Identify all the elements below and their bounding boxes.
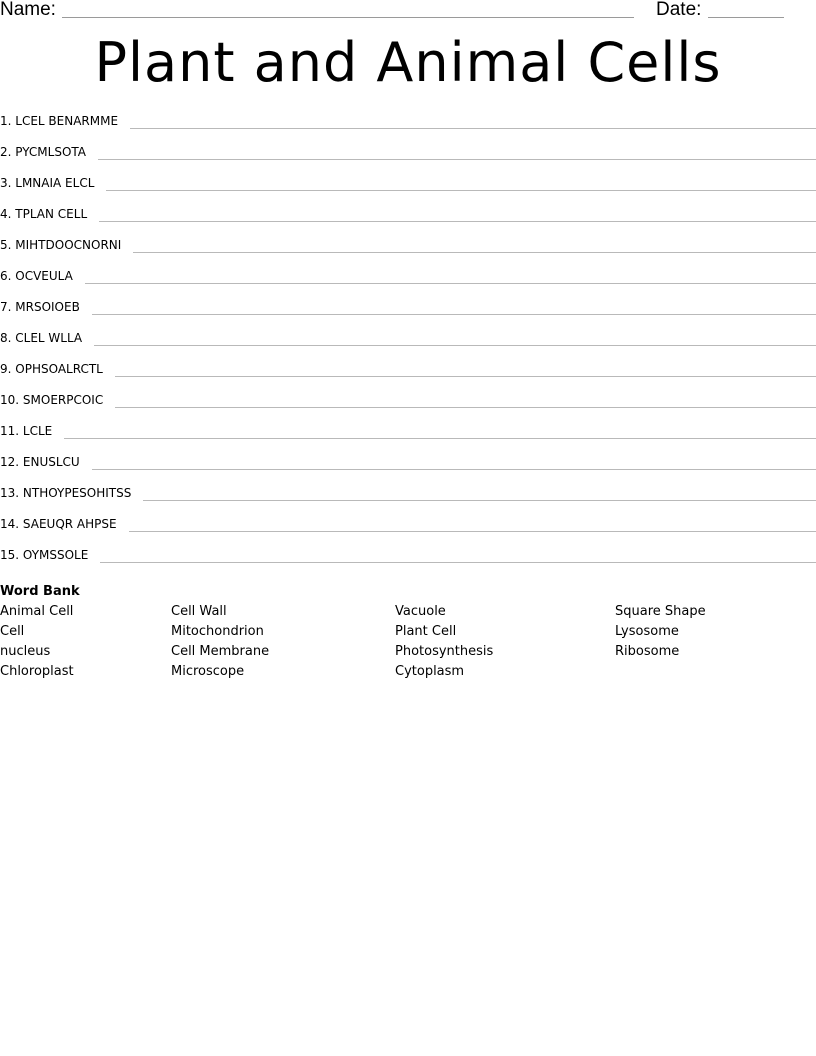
answer-line[interactable] xyxy=(100,562,816,563)
question-text: 5. MIHTDOOCNORNI xyxy=(0,238,122,252)
word-bank-column xyxy=(615,602,706,662)
word-bank-item: Square Shape xyxy=(615,604,706,619)
question-text: 1. LCEL BENARMME xyxy=(0,114,119,128)
name-field[interactable] xyxy=(62,17,634,18)
question-text: 2. PYCMLSOTA xyxy=(0,145,86,159)
word-bank-item: Cell Membrane xyxy=(171,644,270,659)
question-row xyxy=(0,234,816,265)
answer-line[interactable] xyxy=(64,438,816,439)
word-bank-grid xyxy=(0,602,816,682)
date-label: Date: xyxy=(656,0,702,20)
answer-line[interactable] xyxy=(129,531,816,532)
page-title: Plant and Animal Cells xyxy=(94,31,722,94)
answer-line[interactable] xyxy=(130,128,816,129)
word-bank-column xyxy=(171,602,269,682)
word-bank-item: Ribosome xyxy=(615,644,680,659)
question-row xyxy=(0,265,816,296)
word-bank-item: Mitochondrion xyxy=(171,624,264,639)
answer-line[interactable] xyxy=(99,221,816,222)
answer-line[interactable] xyxy=(133,252,816,253)
word-bank xyxy=(0,582,816,682)
answer-line[interactable] xyxy=(85,283,816,284)
question-text: 3. LMNAIA ELCL xyxy=(0,176,95,190)
date-field[interactable] xyxy=(708,17,784,18)
question-text: 4. TPLAN CELL xyxy=(0,207,88,221)
question-row xyxy=(0,513,816,544)
question-row xyxy=(0,389,816,420)
question-row xyxy=(0,451,816,482)
question-text: 8. CLEL WLLA xyxy=(0,331,83,345)
word-bank-item: Vacuole xyxy=(395,604,446,619)
word-bank-item: Lysosome xyxy=(615,624,679,639)
word-bank-column xyxy=(395,602,493,682)
answer-line[interactable] xyxy=(115,376,816,377)
question-row xyxy=(0,203,816,234)
word-bank-item: Cell Wall xyxy=(171,604,227,619)
question-text: 11. LCLE xyxy=(0,424,53,438)
word-bank-item: Microscope xyxy=(171,664,245,679)
word-bank-item: nucleus xyxy=(0,644,51,659)
word-bank-item: Cell xyxy=(0,624,25,639)
question-row xyxy=(0,358,816,389)
word-bank-item: Photosynthesis xyxy=(395,644,494,659)
question-text: 7. MRSOIOEB xyxy=(0,300,80,314)
answer-line[interactable] xyxy=(106,190,816,191)
answer-line[interactable] xyxy=(92,469,816,470)
question-row xyxy=(0,296,816,327)
answer-line[interactable] xyxy=(94,345,816,346)
word-bank-item: Chloroplast xyxy=(0,664,74,679)
question-row xyxy=(0,141,816,172)
name-label: Name: xyxy=(0,0,56,20)
word-bank-item: Cytoplasm xyxy=(395,664,465,679)
word-bank-title: Word Bank xyxy=(0,584,80,599)
question-list xyxy=(0,110,816,575)
question-row xyxy=(0,172,816,203)
question-row xyxy=(0,482,816,513)
answer-line[interactable] xyxy=(98,159,816,160)
question-text: 6. OCVEULA xyxy=(0,269,73,283)
question-row xyxy=(0,420,816,451)
question-text: 9. OPHSOALRCTL xyxy=(0,362,103,376)
header-row xyxy=(0,0,816,22)
question-text: 10. SMOERPCOIC xyxy=(0,393,104,407)
question-text: 13. NTHOYPESOHITSS xyxy=(0,486,132,500)
answer-line[interactable] xyxy=(92,314,816,315)
word-bank-column xyxy=(0,602,74,682)
word-bank-item: Animal Cell xyxy=(0,604,74,619)
answer-line[interactable] xyxy=(115,407,816,408)
question-row xyxy=(0,544,816,575)
question-row xyxy=(0,327,816,358)
question-text: 14. SAEUQR AHPSE xyxy=(0,517,117,531)
question-row xyxy=(0,110,816,141)
question-text: 12. ENUSLCU xyxy=(0,455,80,469)
question-text: 15. OYMSSOLE xyxy=(0,548,89,562)
answer-line[interactable] xyxy=(143,500,816,501)
word-bank-item: Plant Cell xyxy=(395,624,457,639)
